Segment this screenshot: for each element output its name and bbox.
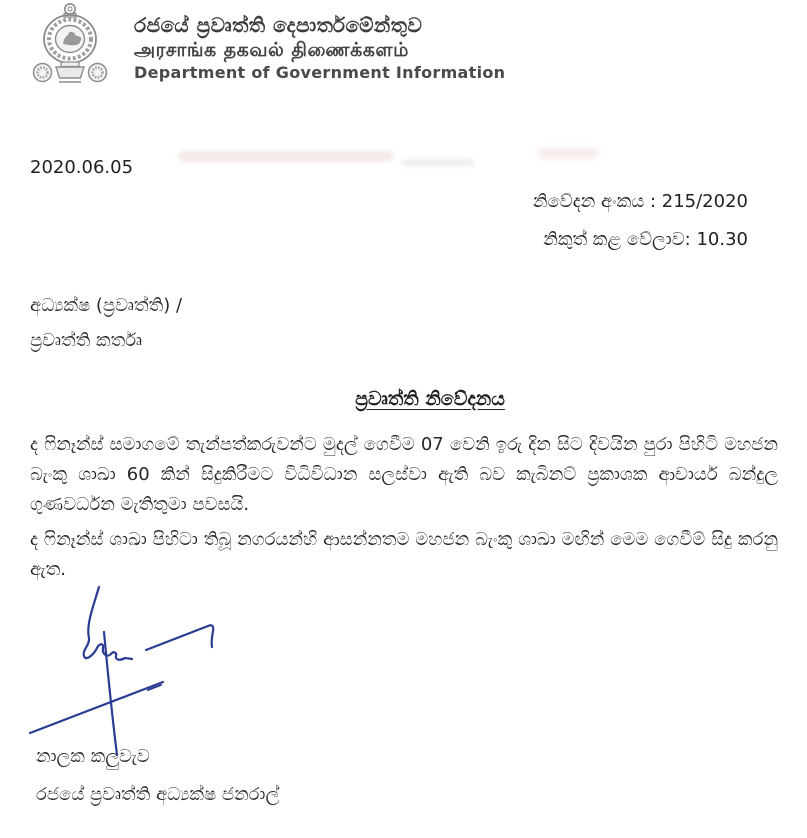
press-release-heading: ප්‍රවෘත්ති නිවේදනය: [355, 388, 505, 410]
handwritten-signature: [20, 580, 230, 760]
letter-date: 2020.06.05: [30, 157, 134, 178]
sri-lanka-state-emblem-icon: [30, 2, 110, 88]
release-number-label: නිවේදන අංකය :: [532, 191, 657, 212]
release-number-line: [533, 191, 748, 212]
body-paragraph-1: ද ෆිනෑන්ස් සමාගමේ තැන්පත්කරුවන්ට මුදල් ගෙවීම 07 වෙනි ඉරු දින සිට දිවයින පුරා පිහිටි මහජන බැංකු ශාඛා 60 කින් සිදුකිරීමට විධිවිධාන සලස්වා ඇති බව කැබිනට් ප්‍රකාශක ආචාර්ය බන්දුල ගුණවර්ධන මැතිතුමා පවසයි.: [30, 434, 778, 515]
recipient-line-2: ප්‍රවෘත්ති කර්තෘ: [30, 330, 143, 351]
org-name-tamil: அரசாங்க தகவல் திணைக்களம்: [134, 39, 409, 61]
letterhead: [134, 12, 505, 84]
scan-smudge: [402, 159, 474, 166]
scan-smudge: [178, 151, 393, 162]
org-name-sinhala: රජයේ ප්‍රවෘත්ති දෙපාර්තමේන්තුව: [134, 13, 423, 37]
issue-time-value: 10.30: [696, 229, 748, 250]
body-paragraph-2: ද ෆිනෑන්ස් ශාඛා පිහිටා තිබූ නගරයන්හි ආසන්නතම මහජන බැංකු ශාඛා මඟින් මෙම ගෙවීම් සිදු කරනු ඇත.: [30, 529, 778, 580]
scan-smudge: [537, 147, 599, 159]
issue-time-label: නිකුත් කළ වේලාව:: [543, 229, 691, 250]
org-name-english: Department of Government Information: [134, 63, 506, 82]
issue-time-line: [533, 229, 748, 250]
recipient-block: [30, 288, 182, 358]
release-meta: [533, 191, 748, 267]
recipient-line-1: අධ්‍යක්ෂ (ප්‍රවෘත්ති) /: [30, 295, 183, 316]
signatory-designation: රජයේ ප්‍රවෘත්ති අධ්‍යක්ෂ ජනරාල්: [36, 784, 280, 805]
signatory-name: නාලක කලුවැව: [36, 746, 150, 767]
release-number-value: 215/2020: [661, 191, 748, 212]
